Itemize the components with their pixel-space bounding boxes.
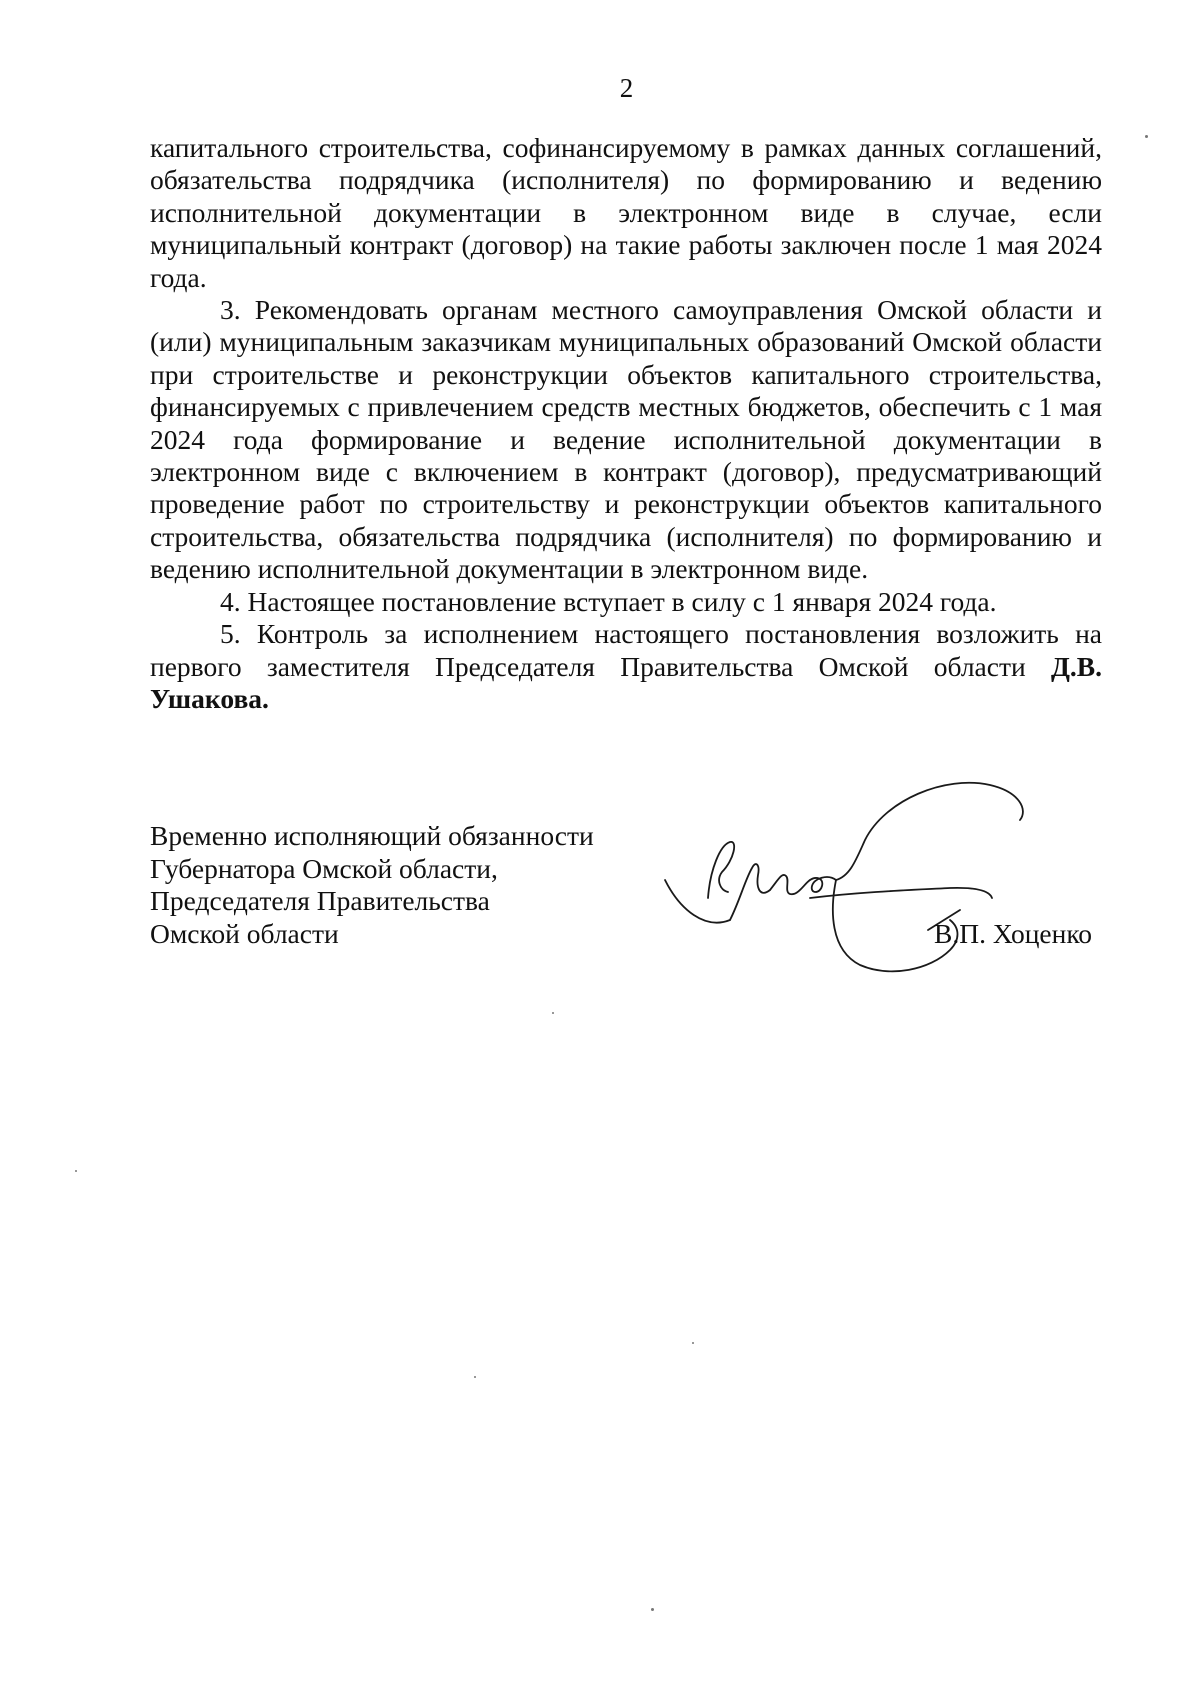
signer-name: В.П. Хоценко bbox=[934, 918, 1093, 949]
signatory-title-line: Временно исполняющий обязанности bbox=[150, 820, 594, 851]
paragraph-5 bbox=[150, 618, 1102, 715]
signatory-title-line: Губернатора Омской области, bbox=[150, 852, 498, 884]
scan-speck bbox=[75, 1170, 77, 1172]
paragraph-continuation: капитального строительства, софинансируемому в рамках данных соглашений, обязательства подрядчика (исполнителя) по формированию и ведению исполнительной документации в электронном виде в случае, если муниципальный контракт (договор) на такие работы заключен после 1 мая 2024 года. bbox=[150, 132, 1102, 293]
scan-speck bbox=[1145, 135, 1148, 138]
scan-speck bbox=[651, 1608, 654, 1611]
signatory-title-line: Омской области bbox=[150, 917, 339, 949]
paragraph-4: 4. Настоящее постановление вступает в силу с 1 января 2024 года. bbox=[220, 585, 997, 617]
scan-speck bbox=[692, 1342, 694, 1344]
paragraph-5-text: 5. Контроль за исполнением настоящего постановления возложить на первого заместителя Председателя Правительства Омской области bbox=[150, 618, 1102, 682]
scan-speck bbox=[552, 1012, 554, 1014]
handwritten-signature bbox=[660, 780, 1080, 980]
paragraph-3: 3. Рекомендовать органам местного самоуправления Омской области и (или) муниципальным заказчикам муниципальных образований Омской области при строительстве и реконструкции объектов капитального строительства, финансируемых с привлечением средств местных бюджетов, обеспечить с 1 мая 2024 года формирование и ведение исполнительной документации в электронном виде с включением в контракт (договор), предусматривающий проведение работ по строительству и реконструкции объектов капитального строительства, обязательства подрядчика (исполнителя) по формированию и ведению исполнительной документации в электронном виде. bbox=[150, 294, 1102, 585]
signatory-title bbox=[150, 820, 594, 950]
scan-speck bbox=[474, 1376, 476, 1378]
responsible-person-name: Д.В. Ушакова. bbox=[150, 650, 1102, 714]
page-number: 2 bbox=[619, 73, 634, 103]
document-body bbox=[150, 132, 1102, 715]
signatory-title-line: Председателя Правительства bbox=[150, 885, 490, 916]
